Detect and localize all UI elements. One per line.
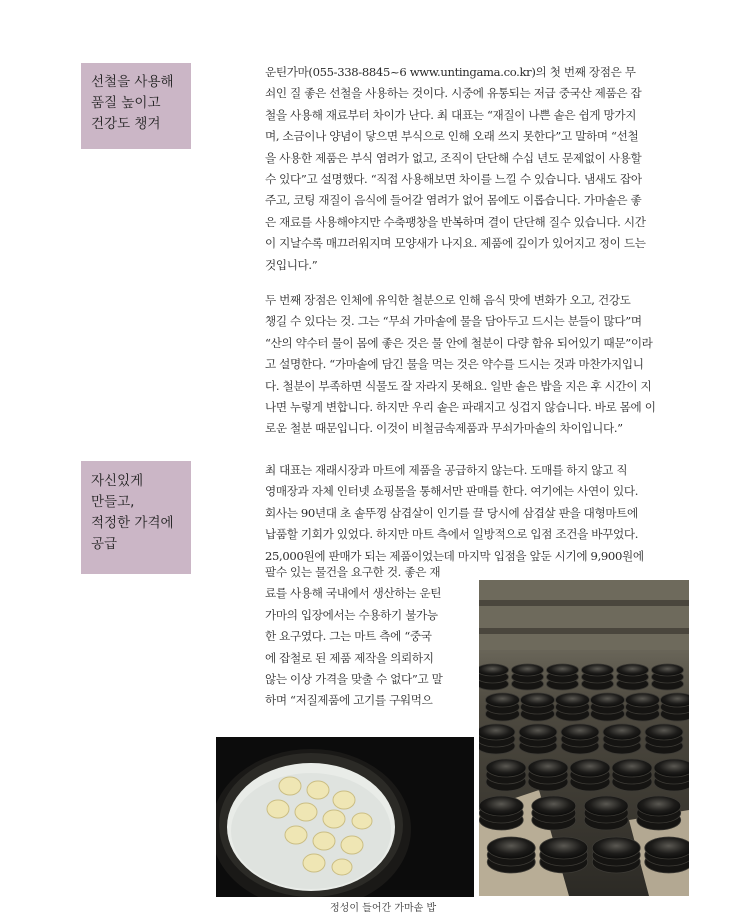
pot-shape (592, 837, 640, 859)
sidebar-heading-2-line: 자신있게 (91, 473, 144, 489)
sidebar-heading-1-line: 선철을 사용해 (91, 74, 174, 90)
paragraph-4-line: 하며 “저질제품에 고기를 구워먹으 (265, 693, 433, 708)
paragraph-1-line: 철을 사용해 재료부터 차이가 난다. 최 대표는 “재질이 나쁜 솥은 쉽게 망가지 (265, 107, 637, 122)
cast-iron-pots-photo (479, 580, 689, 896)
pot-shape (584, 796, 628, 816)
paragraph-4-line: 팔수 있는 물건을 요구한 것. 좋은 재 (265, 565, 441, 579)
pot-shape (486, 759, 526, 777)
pot-shape (547, 664, 579, 676)
paragraph-2 (265, 290, 687, 440)
pot-shape (570, 759, 610, 777)
pot-shape (591, 693, 625, 707)
pot-shape (654, 759, 689, 777)
pot-shape (532, 796, 576, 816)
pot-shape (521, 693, 555, 707)
rice-pot-illustration (216, 737, 474, 897)
paragraph-1-line: 운틴가마(055-338-8845~6 www.untingama.co.kr)의 첫 번째 장점은 무 (265, 65, 636, 79)
paragraph-1-line: 주고, 코팅 재질이 음식에 들어갈 염려가 없어 몸에도 이롭습니다. 가마솥은 좋 (265, 193, 642, 208)
pot-shape (582, 664, 614, 676)
paragraph-3-line: 납품할 기회가 있었다. 하지만 마트 측에서 일방적으로 입점 조건을 바꾸었다. (265, 527, 639, 542)
pot-shape (486, 693, 520, 707)
paragraph-2-line: “산의 약수터 물이 몸에 좋은 것은 물 안에 철분이 다량 함유 되어있기 때문”이라 (265, 335, 653, 350)
sidebar-heading-2-line: 만들고, (91, 494, 135, 510)
pots-illustration (479, 580, 689, 896)
pot-shape (652, 664, 684, 676)
pot-shape (512, 664, 544, 676)
pot-shape (479, 724, 515, 740)
pot-shape (561, 724, 599, 740)
photo-caption: 정성이 들어간 가마솥 밥 (330, 903, 437, 914)
pot-shape (519, 724, 557, 740)
paragraph-1 (265, 62, 687, 276)
paragraph-2-line: 로운 철분 때문입니다. 이것이 비철금속제품과 무쇠가마솥의 차이입니다.” (265, 421, 623, 436)
pot-shape (626, 693, 660, 707)
sidebar-heading-1-line: 품질 높이고 (91, 95, 161, 111)
sidebar-heading-1 (81, 63, 191, 149)
paragraph-2-line: 고 설명한다. “가마솥에 담긴 물을 먹는 것은 약수를 드시는 것과 마찬가지입니 (265, 357, 644, 372)
paragraph-4-line: 료를 사용해 국내에서 생산하는 운틴 (265, 586, 442, 601)
rice-pot-photo (216, 737, 474, 897)
paragraph-4-line: 한 요구였다. 그는 마트 측에 “중국 (265, 629, 432, 644)
paragraph-3-line: 회사는 90년대 초 솥뚜껑 삼겹살이 인기를 끌 당시에 삼겹살 판을 대형마트에 (265, 505, 638, 520)
paragraph-2-line: 챙길 수 있다는 것. 그는 “무쇠 가마솥에 물을 담아두고 드시는 분들이 많다”며 (265, 314, 642, 329)
paragraph-4 (265, 562, 473, 712)
paragraph-1-line: 이 지날수록 매끄러워지며 모양새가 나지요. 제품에 깊이가 있어지고 정이 드는 (265, 236, 646, 251)
pot-shape (612, 759, 652, 777)
paragraph-3-line: 최 대표는 재래시장과 마트에 제품을 공급하지 않는다. 도매를 하지 않고 직 (265, 463, 628, 477)
paragraph-1-line: 것입니다.” (265, 257, 318, 272)
sidebar-heading-2 (81, 461, 191, 574)
paragraph-1-line: 은 재료를 사용해야지만 수축팽창을 반복하며 결이 단단해 질수 있습니다. 시간 (265, 214, 646, 229)
pot-shape (661, 693, 690, 707)
pot-shape (645, 724, 683, 740)
paragraph-1-line: 수 있다”고 설명했다. “직접 사용해보면 차이를 느낄 수 있습니다. 냄새도 잡아 (265, 171, 642, 186)
paragraph-2-line: 두 번째 장점은 인체에 유익한 철분으로 인해 음식 맛에 변화가 오고, 건강도 (265, 293, 631, 307)
paragraph-4-line: 에 잡철로 된 제품 제작을 의뢰하지 (265, 650, 434, 665)
paragraph-1-line: 쇠인 질 좋은 선철을 사용하는 것이다. 시중에 유통되는 저급 중국산 제품은 잡 (265, 86, 642, 101)
paragraph-3 (265, 460, 687, 567)
pot-shape (540, 837, 588, 859)
pot-shape (617, 664, 649, 676)
pot-shape (528, 759, 568, 777)
paragraph-3-line: 영매장과 자체 인터넷 쇼핑몰을 통해서만 판매를 한다. 여기에는 사연이 있다. (265, 484, 639, 499)
paragraph-1-line: 을 사용한 제품은 부식 염려가 없고, 조직이 단단해 수십 년도 문제없이 사용할 (265, 150, 642, 165)
pot-shape (479, 664, 509, 676)
paragraph-3-line: 25,000원에 판매가 되는 제품이었는데 마지막 입점을 앞둔 시기에 9,900원에 (265, 548, 644, 563)
paragraph-4-line: 가마의 입장에서는 수용하기 불가능 (265, 607, 438, 622)
sidebar-heading-1-line: 건강도 챙겨 (91, 116, 161, 132)
pot-shape (556, 693, 590, 707)
paragraph-2-line: 나면 누렇게 변합니다. 하지만 우리 솥은 파래지고 싱겁지 않습니다. 바로 몸에 이 (265, 399, 656, 414)
paragraph-4-line: 않는 이상 가격을 맞출 수 없다”고 말 (265, 671, 443, 686)
paragraph-1-line: 며, 소금이나 양념이 닿으면 부식으로 인해 오래 쓰지 못한다”고 말하며 “선철 (265, 129, 639, 144)
pot-shape (603, 724, 641, 740)
pot-shape (487, 837, 535, 859)
sidebar-heading-2-line: 적정한 가격에 (91, 515, 174, 531)
pot-shape (479, 796, 523, 816)
pot-shape (637, 796, 681, 816)
sidebar-heading-2-line: 공급 (91, 536, 118, 552)
paragraph-2-line: 다. 철분이 부족하면 식물도 잘 자라지 못해요. 일반 솥은 밥을 지은 후 시간이 지 (265, 378, 652, 393)
pot-shape (645, 837, 689, 859)
